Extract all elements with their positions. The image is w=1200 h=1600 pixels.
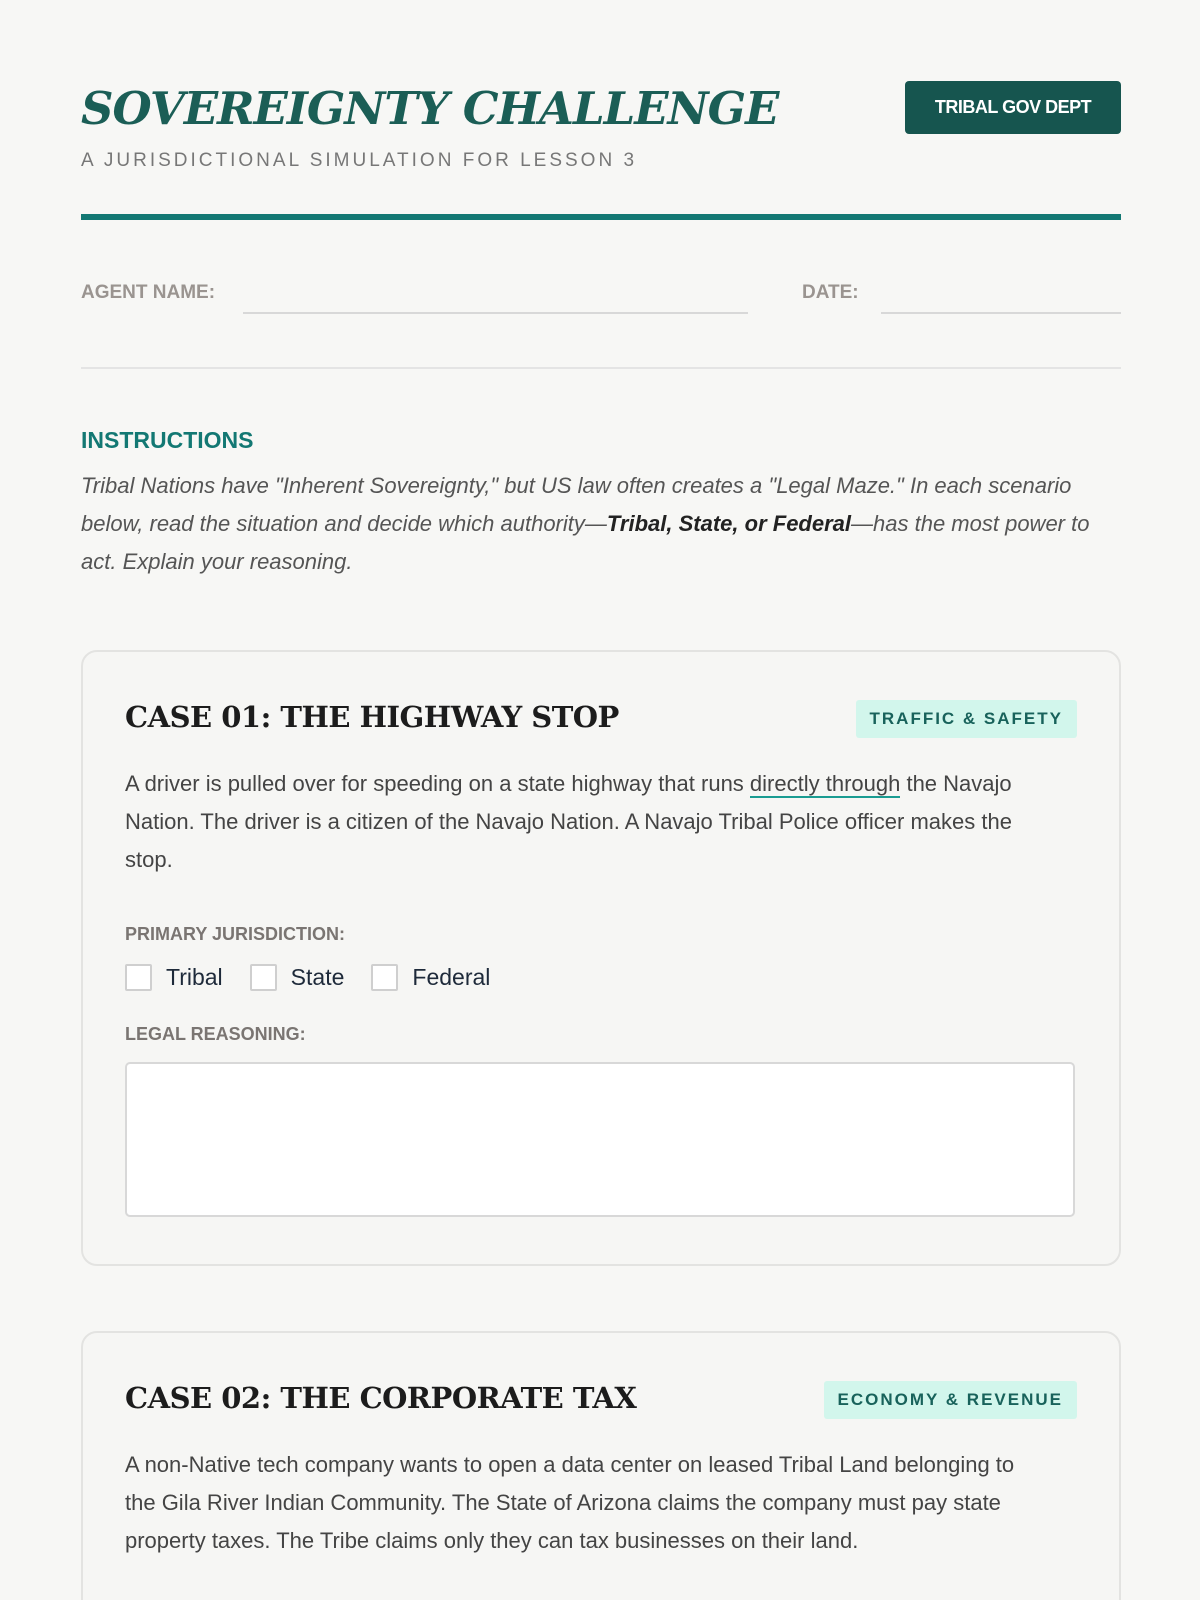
case-card-01 xyxy=(81,650,1121,1266)
department-badge: TRIBAL GOV DEPT xyxy=(905,81,1121,134)
case-description xyxy=(125,765,1045,879)
worksheet-header xyxy=(81,0,1121,222)
reasoning-textarea[interactable] xyxy=(125,1062,1075,1217)
option-federal[interactable] xyxy=(371,964,490,991)
case-card-02 xyxy=(81,1331,1121,1600)
checkbox[interactable] xyxy=(250,964,277,991)
option-state[interactable] xyxy=(250,964,345,991)
instructions-section xyxy=(81,372,1121,650)
case-description-part: the Navajo Nation. The driver is a citizen of the Navajo Nation. A Navajo Tribal Police officer makes the stop. xyxy=(125,771,1012,872)
page-subtitle: A JURISDICTIONAL SIMULATION FOR LESSON 3 xyxy=(81,150,638,171)
option-label: Federal xyxy=(412,964,491,990)
page-title: SOVEREIGNTY CHALLENGE xyxy=(81,82,779,135)
instructions-text xyxy=(81,467,1121,581)
worksheet-page xyxy=(81,0,1121,1553)
agent-name-label: AGENT NAME: xyxy=(81,282,216,303)
checkbox[interactable] xyxy=(371,964,398,991)
case-description: A non-Native tech company wants to open a data center on leased Tribal Land belonging to the Gila River Indian Community. The State of Arizona claims the company must pay state property taxes. The Tribe claims only they can tax businesses on their land. xyxy=(125,1452,1015,1553)
case-description-part: A driver is pulled over for speeding on a state highway that runs xyxy=(125,771,750,796)
option-label: State xyxy=(290,964,345,990)
agent-name-field[interactable] xyxy=(243,312,748,314)
option-label: Tribal xyxy=(166,964,223,990)
fields-divider xyxy=(81,367,1121,369)
date-label: DATE: xyxy=(802,282,859,303)
case-category-tag: ECONOMY & REVENUE xyxy=(824,1381,1077,1419)
jurisdiction-options xyxy=(125,964,517,991)
option-tribal[interactable] xyxy=(125,964,223,991)
instructions-text-part: Tribal Nations have "Inherent Sovereignty," but US law often creates a "Legal Maze." In each scenario below, read the situation and decide which authority— xyxy=(81,473,1072,536)
checkbox[interactable] xyxy=(125,964,152,991)
jurisdiction-label: PRIMARY JURISDICTION: xyxy=(125,924,346,944)
instructions-text-part: —has the most power to act. Explain your reasoning. xyxy=(81,511,1090,574)
header-divider xyxy=(81,214,1121,220)
date-field[interactable] xyxy=(881,312,1121,314)
instructions-authorities: Tribal, State, or Federal xyxy=(606,511,852,536)
reasoning-label: LEGAL REASONING: xyxy=(125,1024,306,1044)
student-info-fields xyxy=(81,222,1121,372)
case-title: CASE 01: THE HIGHWAY STOP xyxy=(125,700,619,734)
case-emphasis: directly through xyxy=(749,771,901,796)
case-title: CASE 02: THE CORPORATE TAX xyxy=(125,1381,637,1415)
case-category-tag: TRAFFIC & SAFETY xyxy=(856,700,1078,738)
instructions-heading: INSTRUCTIONS xyxy=(81,427,254,453)
